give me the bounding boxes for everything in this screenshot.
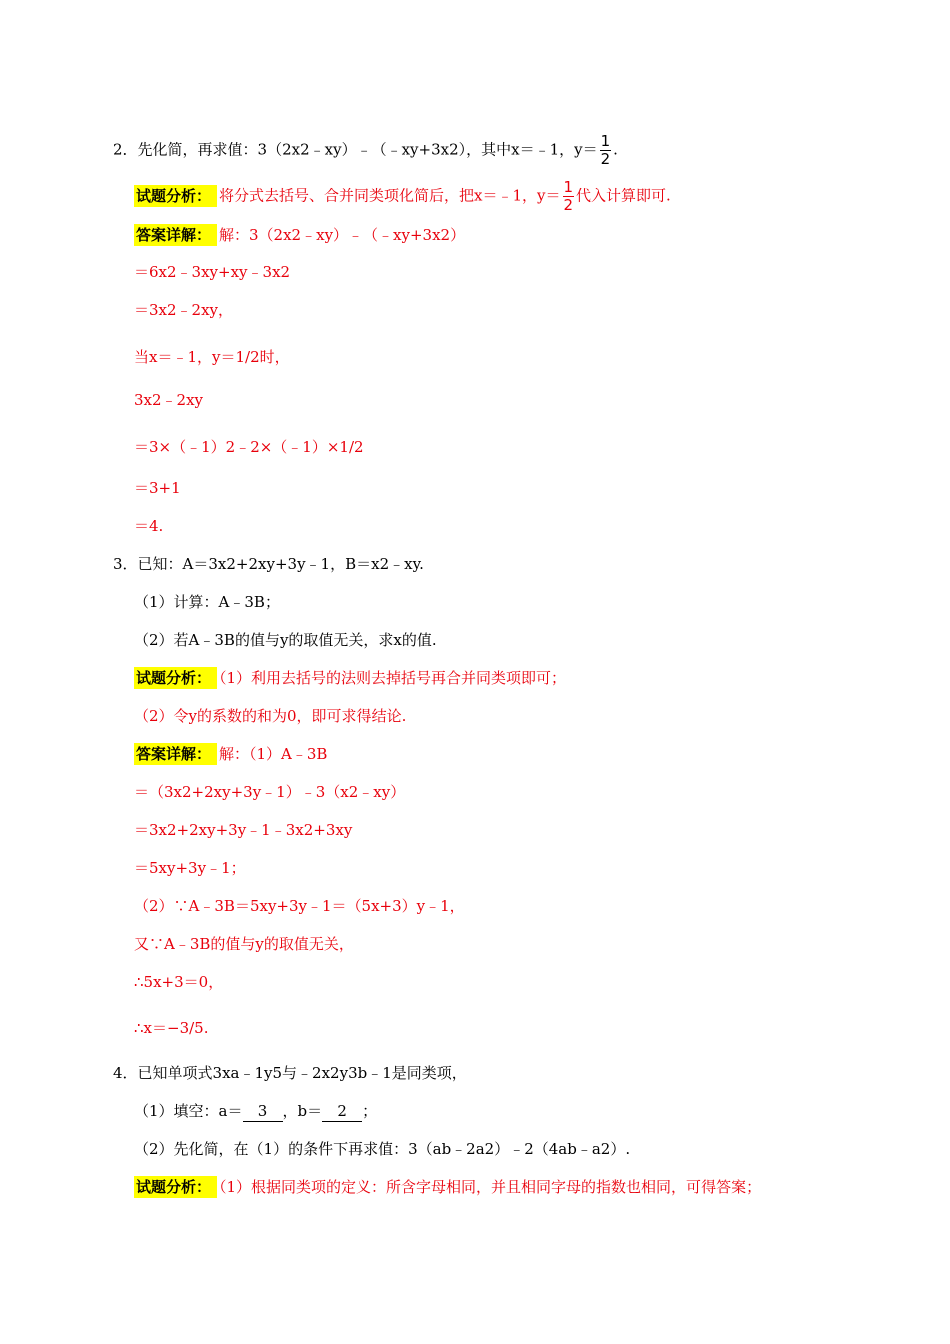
q3-question-text: 已知：A＝3x2+2xy+3y﹣1，B＝x2﹣xy. xyxy=(137,555,424,573)
answer-label: 答案详解： xyxy=(134,224,217,246)
q2-answer xyxy=(134,225,465,245)
fraction: $\frac{1}{2}$ xyxy=(600,132,611,168)
question-number: 4． xyxy=(113,1064,138,1082)
analysis-label: 试题分析： xyxy=(134,667,217,689)
q2-step: ＝3x2﹣2xy， xyxy=(134,301,234,319)
q2-question: 2．先化简，再求值：3（2x2﹣xy）﹣（﹣xy+3x2），其中x＝﹣1，y＝ $\frac{1}{2}$ . xyxy=(113,132,618,168)
q2-step: ＝3×（﹣1）2﹣2×（﹣1）×1/2 xyxy=(134,438,364,456)
q3-part: （2）若A﹣3B的值与y的取值无关，求x的值. xyxy=(134,631,437,649)
q3-step: ＝（3x2+2xy+3y﹣1）﹣3（x2﹣xy） xyxy=(134,783,406,801)
q3-step: ＝3x2+2xy+3y﹣1﹣3x2+3xy xyxy=(134,821,353,839)
q3-answer-first: 解：（1）A﹣3B xyxy=(219,745,328,763)
q3-part: （1）计算：A﹣3B； xyxy=(134,593,280,611)
q2-step: ＝4. xyxy=(134,517,164,535)
q2-step: ＝6x2﹣3xy+xy﹣3x2 xyxy=(134,263,291,281)
q3-step: ∴x＝−3/5. xyxy=(134,1019,209,1037)
analysis-label: 试题分析： xyxy=(134,185,217,207)
q2-step: 3x2﹣2xy xyxy=(134,391,204,409)
question-number: 3． xyxy=(113,555,138,573)
q2-question-text: 先化简，再求值：3（2x2﹣xy）﹣（﹣xy+3x2），其中x＝﹣1，y＝ xyxy=(137,140,598,159)
q4-part2: （2）先化简，在（1）的条件下再求值：3（ab﹣2a2）﹣2（4ab﹣a2）. xyxy=(134,1140,631,1158)
analysis-label: 试题分析： xyxy=(134,1176,217,1198)
q2-analysis: 试题分析： 将分式去括号、合并同类项化简后，把x＝﹣1，y＝ $\frac{1}{2}$ 代入计算即可. xyxy=(136,178,671,214)
q4-part1: （1）填空：a＝ 3 ，b＝ 2 ； xyxy=(134,1102,378,1120)
q3-step: 又∵A﹣3B的值与y的取值无关， xyxy=(134,935,354,953)
q4-analysis xyxy=(134,1177,761,1197)
fraction: $\frac{1}{2}$ xyxy=(563,178,574,214)
q2-answer-first: 解：3（2x2﹣xy）﹣（﹣xy+3x2） xyxy=(219,226,466,244)
q3-step: （2）∵A﹣3B＝5xy+3y﹣1＝（5x+3）y﹣1， xyxy=(134,897,465,915)
q3-question xyxy=(113,554,424,574)
question-number: 2． xyxy=(113,140,138,159)
q3-step: ＝5xy+3y﹣1； xyxy=(134,859,246,877)
q4-analysis-text: （1）根据同类项的定义：所含字母相同，并且相同字母的指数也相同，可得答案； xyxy=(219,1178,762,1196)
q3-analysis xyxy=(134,668,566,688)
answer-blank-a: 3 xyxy=(243,1101,283,1122)
answer-blank-b: 2 xyxy=(322,1101,362,1122)
q3-analysis-text2: （2）令y的系数的和为0，即可求得结论. xyxy=(134,707,407,725)
q2-analysis-text: 将分式去括号、合并同类项化简后，把x＝﹣1，y＝ xyxy=(219,186,561,205)
q2-step: ＝3+1 xyxy=(134,479,181,497)
q4-question xyxy=(113,1063,467,1083)
q3-step: ∴5x+3＝0， xyxy=(134,973,224,991)
q3-analysis-text: （1）利用去括号的法则去掉括号再合并同类项即可； xyxy=(219,669,567,687)
q3-answer xyxy=(134,744,327,764)
answer-label: 答案详解： xyxy=(134,743,217,765)
q4-question-text: 已知单项式3xa﹣1y5与﹣2x2y3b﹣1是同类项， xyxy=(137,1064,467,1082)
q2-step: 当x＝﹣1，y＝1/2时， xyxy=(134,348,290,366)
